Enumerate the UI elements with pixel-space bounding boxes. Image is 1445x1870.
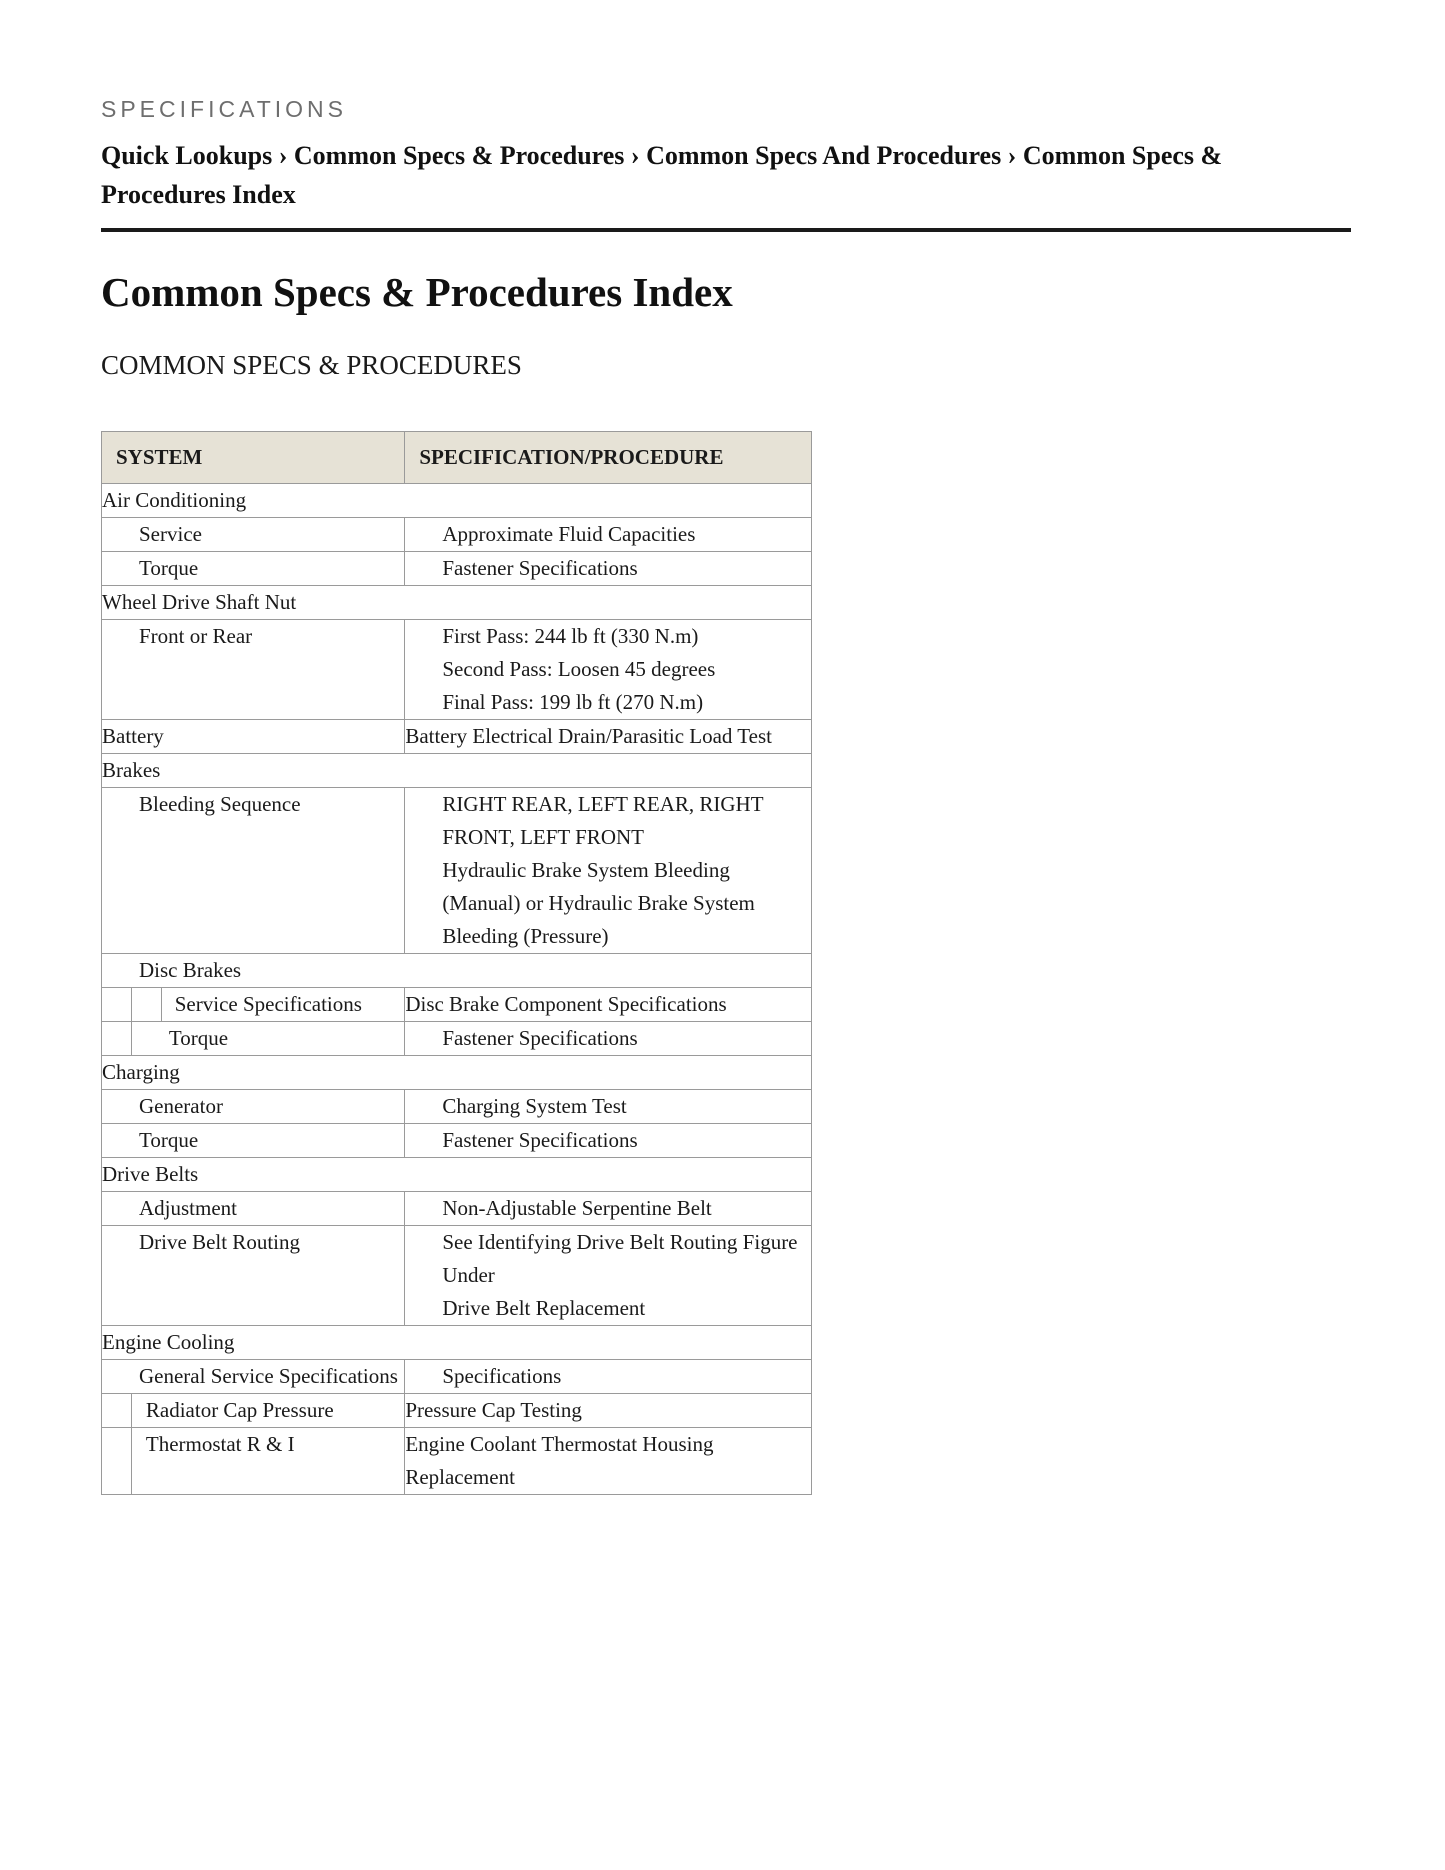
subgroup-disc-brakes: Disc Brakes xyxy=(102,954,812,988)
table-row xyxy=(102,484,812,518)
system-cell: Torque xyxy=(102,552,405,586)
table-row xyxy=(102,1428,812,1495)
table-row xyxy=(102,1360,812,1394)
system-cell: Thermostat R & I xyxy=(131,1428,404,1495)
spec-line: First Pass: 244 lb ft (330 N.m) xyxy=(442,624,699,648)
spec-cell: Engine Coolant Thermostat Housing Replacement xyxy=(405,1428,812,1495)
specs-table xyxy=(101,431,812,1495)
system-cell: Torque xyxy=(131,1022,404,1056)
system-cell: General Service Specifications xyxy=(102,1360,405,1394)
spec-cell: Battery Electrical Drain/Parasitic Load Test xyxy=(405,720,812,754)
indent-stub xyxy=(102,1428,132,1495)
spec-line: Hydraulic Brake System Bleeding (Manual) or Hydraulic Brake System Bleeding (Pressure) xyxy=(442,858,755,948)
system-cell: Bleeding Sequence xyxy=(102,788,405,954)
group-wheel-drive-shaft-nut: Wheel Drive Shaft Nut xyxy=(102,586,812,620)
table-row xyxy=(102,1226,812,1326)
system-cell: Battery xyxy=(102,720,405,754)
spec-line: See Identifying Drive Belt Routing Figure Under xyxy=(442,1230,798,1287)
table-row xyxy=(102,1326,812,1360)
indent-stub xyxy=(102,988,132,1022)
table-row xyxy=(102,954,812,988)
spec-cell: Fastener Specifications xyxy=(405,1124,812,1158)
table-row xyxy=(102,1394,812,1428)
indent-stub xyxy=(131,988,161,1022)
spec-cell: Disc Brake Component Specifications xyxy=(405,988,812,1022)
spec-cell: Fastener Specifications xyxy=(405,552,812,586)
table-row xyxy=(102,988,812,1022)
table-row xyxy=(102,620,812,720)
table-row xyxy=(102,518,812,552)
section-kicker: SPECIFICATIONS xyxy=(101,96,347,122)
table-row xyxy=(102,1158,812,1192)
table-row xyxy=(102,586,812,620)
table-row xyxy=(102,1022,812,1056)
spec-cell: Fastener Specifications xyxy=(405,1022,812,1056)
spec-cell: Pressure Cap Testing xyxy=(405,1394,812,1428)
system-cell: Service Specifications xyxy=(161,988,405,1022)
spec-cell xyxy=(405,788,812,954)
spec-line: Second Pass: Loosen 45 degrees xyxy=(442,657,716,681)
spec-line: Final Pass: 199 lb ft (270 N.m) xyxy=(442,690,704,714)
group-brakes: Brakes xyxy=(102,754,812,788)
group-drive-belts: Drive Belts xyxy=(102,1158,812,1192)
spec-cell: Charging System Test xyxy=(405,1090,812,1124)
spec-line: RIGHT REAR, LEFT REAR, RIGHT FRONT, LEFT FRONT xyxy=(442,792,764,849)
table-row xyxy=(102,1192,812,1226)
system-cell: Front or Rear xyxy=(102,620,405,720)
table-row xyxy=(102,1056,812,1090)
column-header-specification: SPECIFICATION/PROCEDURE xyxy=(405,432,812,484)
table-row xyxy=(102,720,812,754)
group-engine-cooling: Engine Cooling xyxy=(102,1326,812,1360)
table-row xyxy=(102,1124,812,1158)
system-cell: Service xyxy=(102,518,405,552)
group-charging: Charging xyxy=(102,1056,812,1090)
column-header-system: SYSTEM xyxy=(102,432,405,484)
spec-line: Drive Belt Replacement xyxy=(442,1296,646,1320)
header-divider xyxy=(101,228,1351,232)
system-cell: Radiator Cap Pressure xyxy=(131,1394,404,1428)
indent-stub xyxy=(102,1394,132,1428)
system-cell: Torque xyxy=(102,1124,405,1158)
group-air-conditioning: Air Conditioning xyxy=(102,484,812,518)
spec-cell xyxy=(405,1226,812,1326)
system-cell: Adjustment xyxy=(102,1192,405,1226)
table-row xyxy=(102,788,812,954)
system-cell: Drive Belt Routing xyxy=(102,1226,405,1326)
spec-cell: Specifications xyxy=(405,1360,812,1394)
table-row xyxy=(102,552,812,586)
table-header-row xyxy=(102,432,812,484)
indent-stub xyxy=(102,1022,132,1056)
spec-cell xyxy=(405,620,812,720)
section-subtitle: COMMON SPECS & PROCEDURES xyxy=(101,350,522,380)
page-title: Common Specs & Procedures Index xyxy=(101,269,733,315)
spec-cell: Approximate Fluid Capacities xyxy=(405,518,812,552)
breadcrumb[interactable]: Quick Lookups › Common Specs & Procedures › Common Specs And Procedures › Common Specs & Procedures Index xyxy=(101,141,1223,209)
table-row xyxy=(102,1090,812,1124)
system-cell: Generator xyxy=(102,1090,405,1124)
spec-cell: Non-Adjustable Serpentine Belt xyxy=(405,1192,812,1226)
table-row xyxy=(102,754,812,788)
